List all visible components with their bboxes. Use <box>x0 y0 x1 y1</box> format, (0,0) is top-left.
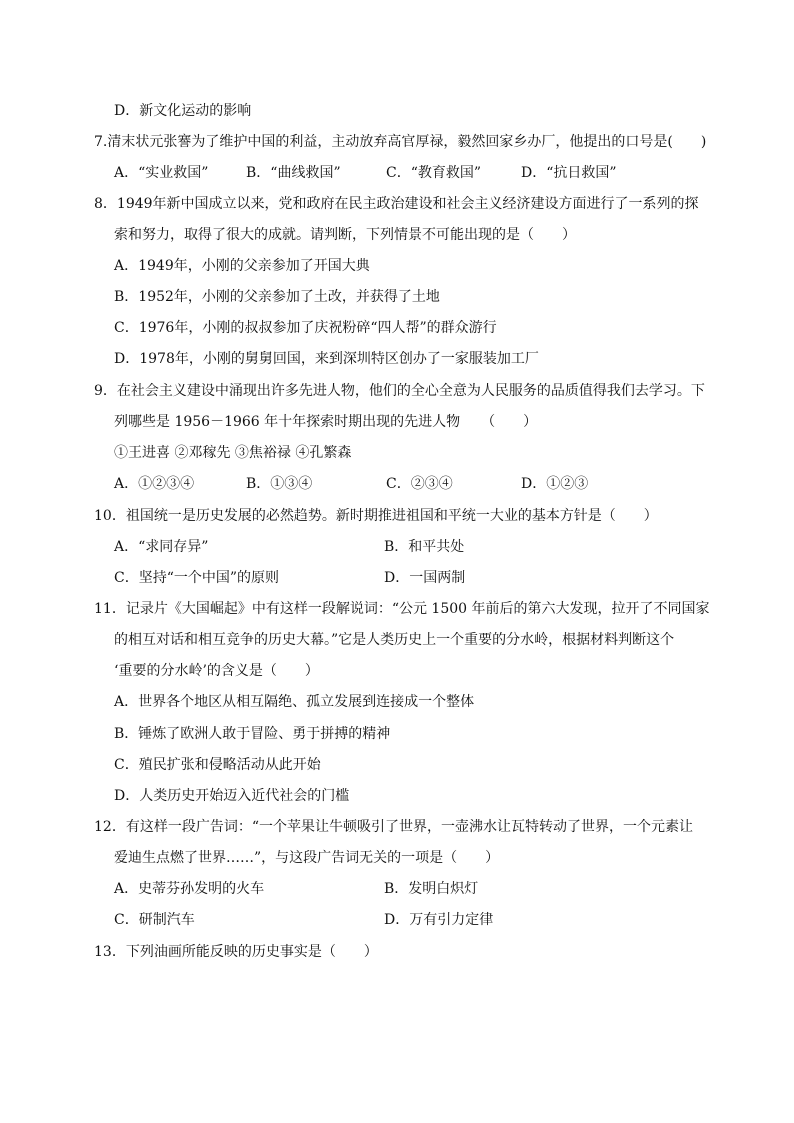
question-13: 13．下列油画所能反映的历史事实是（ ） <box>94 944 378 960</box>
question-9-line-3: ①王进喜 ②邓稼先 ③焦裕禄 ④孔繁森 <box>114 445 352 461</box>
q7-option-d: D．“抗日救国” <box>521 165 617 181</box>
question-11-line-1: 11．记录片《大国崛起》中有这样一段解说词：“公元 1500 年前后的第六大发现，拉开了不同国家 <box>94 601 710 617</box>
question-12-line-2: 爱迪生点燃了世界……”，与这段广告词无关的一项是（ ） <box>114 850 500 866</box>
q7-option-c: C．“教育救国” <box>386 165 482 181</box>
question-9-line-1: 9．在社会主义建设中涌现出许多先进人物，他们的全心全意为人民服务的品质值得我们去学习。下 <box>94 383 705 399</box>
q9-option-b: B．①③④ <box>246 476 313 492</box>
q10-option-b: B．和平共处 <box>384 539 465 555</box>
q9-option-a: A．①②③④ <box>114 476 195 492</box>
q11-option-a: A．世界各个地区从相互隔绝、孤立发展到连接成一个整体 <box>114 694 475 710</box>
q12-option-a: A．史蒂芬孙发明的火车 <box>114 881 265 897</box>
question-8-line-2: 索和努力，取得了很大的成就。请判断，下列情景不可能出现的是（ ） <box>114 227 576 243</box>
q11-option-c: C．殖民扩张和侵略活动从此开始 <box>114 757 321 773</box>
question-11-line-2: 的相互对话和相互竞争的历史大幕。”它是人类历史上一个重要的分水岭，根据材料判断这个 <box>114 632 675 648</box>
question-11-line-3: ‘重要的分水岭’的含义是（ ） <box>114 663 319 679</box>
q7-option-a: A．“实业救国” <box>114 165 209 181</box>
q10-option-a: A．“求同存异” <box>114 539 209 555</box>
q7-option-b: B．“曲线救国” <box>246 165 341 181</box>
q11-option-d: D．人类历史开始迈入近代社会的门槛 <box>114 788 350 804</box>
q10-option-d: D．一国两制 <box>384 570 466 586</box>
line-prev-option-d: D．新文化运动的影响 <box>114 103 252 119</box>
question-12-line-1: 12．有这样一段广告词：“一个苹果让牛顿吸引了世界，一壶沸水让瓦特转动了世界，一个元素让 <box>94 819 693 835</box>
q12-option-c: C．研制汽车 <box>114 912 195 928</box>
question-8-line-1: 8．1949年新中国成立以来，党和政府在民主政治建设和社会主义经济建设方面进行了一系列的探 <box>94 196 699 212</box>
q9-option-d: D．①②③ <box>521 476 589 492</box>
question-10: 10．祖国统一是历史发展的必然趋势。新时期推进祖国和平统一大业的基本方针是（ ） <box>94 508 658 524</box>
q10-option-c: C．坚持“一个中国”的原则 <box>114 570 280 586</box>
q12-option-d: D．万有引力定律 <box>384 912 494 928</box>
q9-option-c: C．②③④ <box>386 476 453 492</box>
q8-option-a: A．1949年，小刚的父亲参加了开国大典 <box>114 258 370 274</box>
question-7: 7.清末状元张謇为了维护中国的利益，主动放弃高官厚禄，毅然回家乡办厂，他提出的口号是( ) <box>94 134 707 150</box>
q8-option-d: D．1978年，小刚的舅舅回国，来到深圳特区创办了一家服装加工厂 <box>114 351 539 367</box>
q12-option-b: B．发明白炽灯 <box>384 881 479 897</box>
q8-option-c: C．1976年，小刚的叔叔参加了庆祝粉碎“四人帮”的群众游行 <box>114 320 497 336</box>
q11-option-b: B．锤炼了欧洲人敢于冒险、勇于拼搏的精神 <box>114 726 391 742</box>
question-9-line-2: 列哪些是 1956－1966 年十年探索时期出现的先进人物 （ ） <box>114 414 538 430</box>
q8-option-b: B．1952年，小刚的父亲参加了土改，并获得了土地 <box>114 289 440 305</box>
